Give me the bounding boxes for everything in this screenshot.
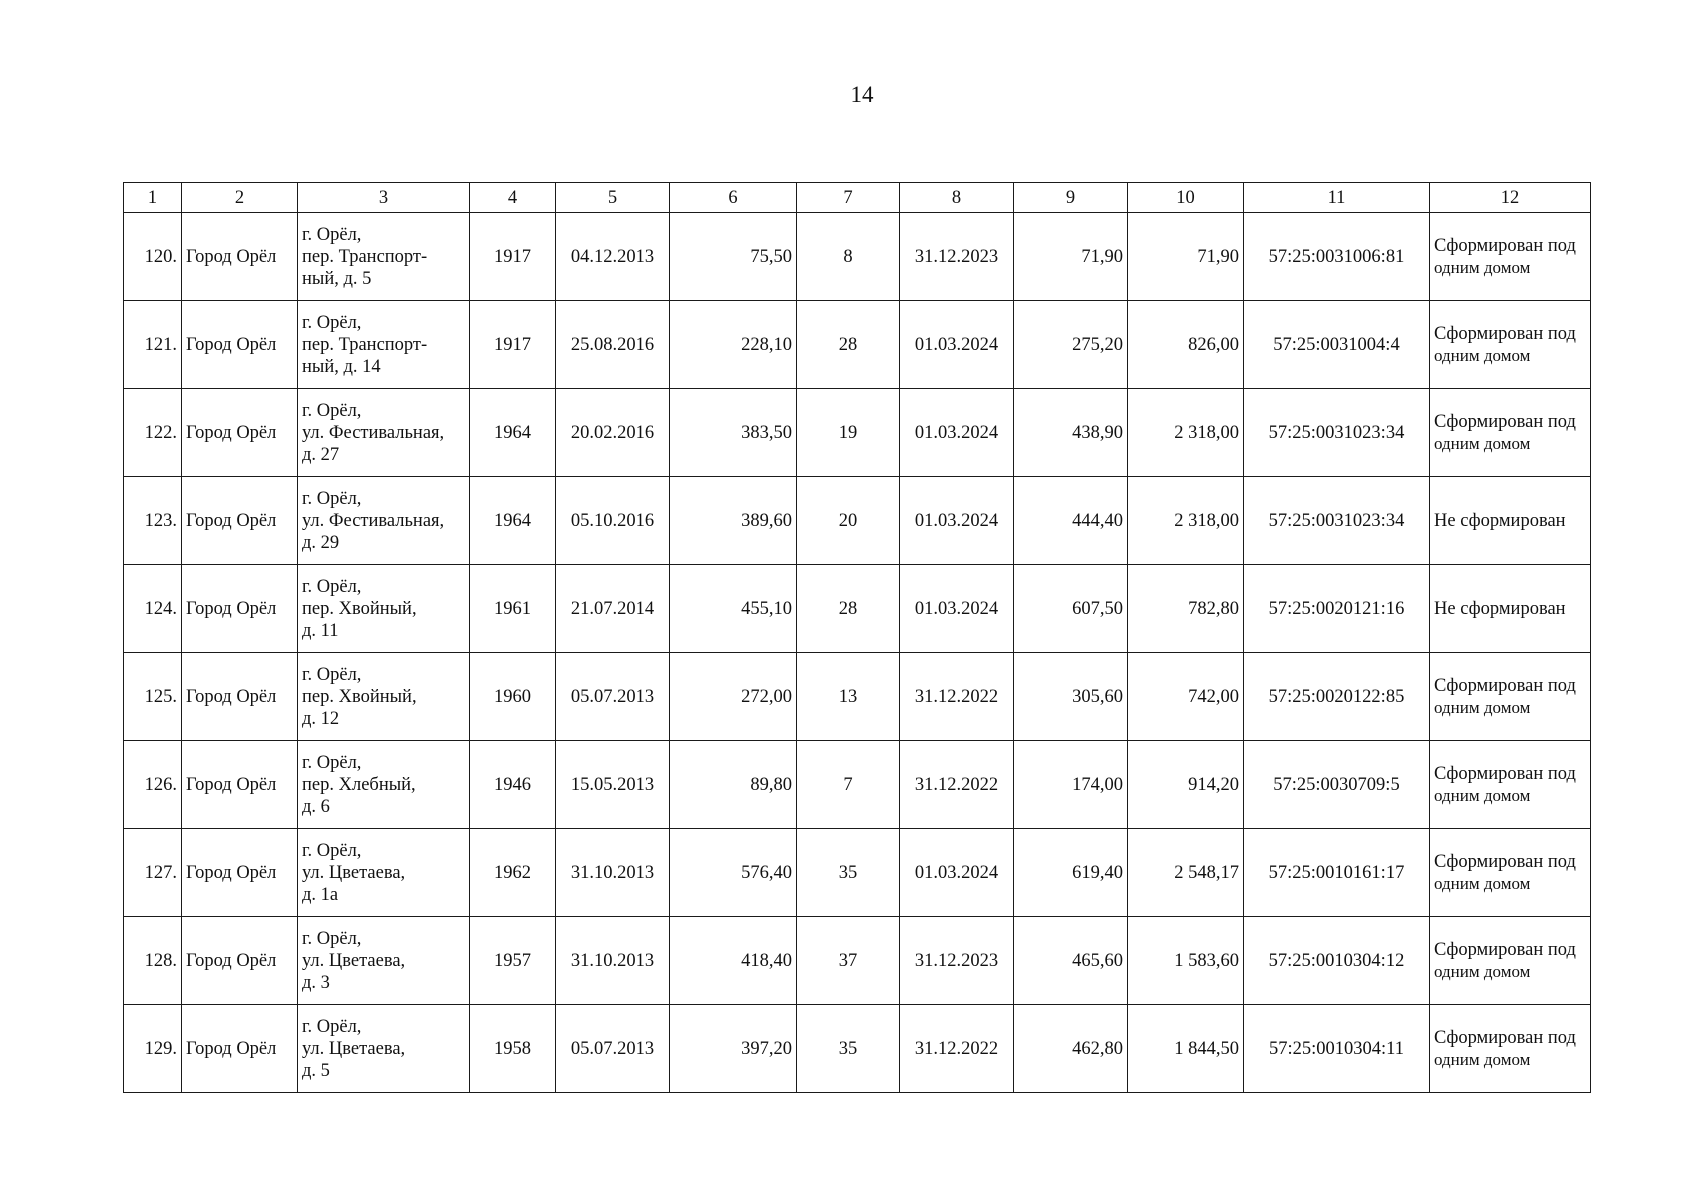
land-status-cell-line: одним домом bbox=[1434, 785, 1531, 805]
year-built-cell: 1917 bbox=[470, 301, 556, 389]
planned-date-cell: 31.12.2023 bbox=[900, 213, 1014, 301]
residents-count-cell: 19 bbox=[797, 389, 900, 477]
land-status-cell-line: одним домом bbox=[1434, 257, 1531, 277]
address-cell-line: ул. Фестивальная, bbox=[302, 510, 445, 531]
total-area-cell: 607,50 bbox=[1014, 565, 1128, 653]
column-header-9: 9 bbox=[1014, 183, 1128, 213]
table-row bbox=[124, 301, 1591, 389]
page-number: 14 bbox=[850, 82, 874, 107]
land-status-cell-line: Не сформирован bbox=[1434, 510, 1566, 531]
table-row bbox=[124, 917, 1591, 1005]
address-cell bbox=[298, 917, 470, 1005]
address-cell-line: д. 3 bbox=[302, 972, 330, 993]
address-cell-line: г. Орёл, bbox=[302, 752, 362, 773]
residential-area-cell: 397,20 bbox=[670, 1005, 797, 1093]
municipality-cell: Город Орёл bbox=[182, 477, 298, 565]
year-built-cell: 1957 bbox=[470, 917, 556, 1005]
date-recognized-cell: 21.07.2014 bbox=[556, 565, 670, 653]
address-cell-line: г. Орёл, bbox=[302, 488, 362, 509]
address-cell-line: д. 1а bbox=[302, 884, 339, 905]
municipality-cell: Город Орёл bbox=[182, 213, 298, 301]
year-built-cell: 1962 bbox=[470, 829, 556, 917]
planned-date-cell: 01.03.2024 bbox=[900, 829, 1014, 917]
row-number: 124. bbox=[124, 565, 182, 653]
row-number: 123. bbox=[124, 477, 182, 565]
land-status-cell-line: Сформирован под bbox=[1434, 851, 1576, 872]
address-cell bbox=[298, 389, 470, 477]
address-cell-line: д. 27 bbox=[302, 444, 340, 465]
planned-date-cell: 01.03.2024 bbox=[900, 301, 1014, 389]
land-status-cell bbox=[1430, 917, 1591, 1005]
column-header-1: 1 bbox=[124, 183, 182, 213]
address-cell bbox=[298, 829, 470, 917]
municipality-cell: Город Орёл bbox=[182, 301, 298, 389]
address-cell-line: г. Орёл, bbox=[302, 664, 362, 685]
row-number: 125. bbox=[124, 653, 182, 741]
land-status-cell bbox=[1430, 301, 1591, 389]
table-row bbox=[124, 565, 1591, 653]
planned-date-cell: 01.03.2024 bbox=[900, 389, 1014, 477]
residential-area-cell: 89,80 bbox=[670, 741, 797, 829]
land-status-cell bbox=[1430, 477, 1591, 565]
total-area-cell: 619,40 bbox=[1014, 829, 1128, 917]
residents-count-cell: 28 bbox=[797, 301, 900, 389]
land-status-cell bbox=[1430, 829, 1591, 917]
total-area-cell: 174,00 bbox=[1014, 741, 1128, 829]
column-header-10: 10 bbox=[1128, 183, 1244, 213]
year-built-cell: 1958 bbox=[470, 1005, 556, 1093]
municipality-cell: Город Орёл bbox=[182, 653, 298, 741]
land-area-cell: 1 844,50 bbox=[1128, 1005, 1244, 1093]
address-cell-line: пер. Транспорт- bbox=[302, 246, 428, 267]
address-cell-line: г. Орёл, bbox=[302, 400, 362, 421]
land-status-cell-line: одним домом bbox=[1434, 873, 1531, 893]
address-cell bbox=[298, 301, 470, 389]
date-recognized-cell: 05.07.2013 bbox=[556, 1005, 670, 1093]
address-cell bbox=[298, 477, 470, 565]
address-cell-line: ул. Цветаева, bbox=[302, 950, 406, 971]
land-status-cell-line: Сформирован под bbox=[1434, 235, 1576, 256]
land-status-cell bbox=[1430, 1005, 1591, 1093]
land-area-cell: 742,00 bbox=[1128, 653, 1244, 741]
land-area-cell: 2 318,00 bbox=[1128, 477, 1244, 565]
address-cell-line: д. 6 bbox=[302, 796, 330, 817]
address-cell bbox=[298, 565, 470, 653]
table-row bbox=[124, 213, 1591, 301]
year-built-cell: 1964 bbox=[470, 389, 556, 477]
column-header-12: 12 bbox=[1430, 183, 1591, 213]
address-cell-line: пер. Хвойный, bbox=[302, 686, 417, 707]
planned-date-cell: 01.03.2024 bbox=[900, 565, 1014, 653]
residential-area-cell: 383,50 bbox=[670, 389, 797, 477]
cadastral-number-cell: 57:25:0010304:11 bbox=[1244, 1005, 1430, 1093]
land-status-cell-line: одним домом bbox=[1434, 345, 1531, 365]
row-number: 129. bbox=[124, 1005, 182, 1093]
address-cell-line: пер. Транспорт- bbox=[302, 334, 428, 355]
cadastral-number-cell: 57:25:0010161:17 bbox=[1244, 829, 1430, 917]
year-built-cell: 1964 bbox=[470, 477, 556, 565]
land-status-cell-line: одним домом bbox=[1434, 961, 1531, 981]
address-cell bbox=[298, 1005, 470, 1093]
row-number: 127. bbox=[124, 829, 182, 917]
address-cell-line: д. 11 bbox=[302, 620, 339, 641]
residential-area-cell: 455,10 bbox=[670, 565, 797, 653]
address-cell-line: д. 5 bbox=[302, 1060, 330, 1081]
residents-count-cell: 13 bbox=[797, 653, 900, 741]
row-number: 128. bbox=[124, 917, 182, 1005]
residents-count-cell: 20 bbox=[797, 477, 900, 565]
column-header-7: 7 bbox=[797, 183, 900, 213]
land-status-cell-line: одним домом bbox=[1434, 1049, 1531, 1069]
land-status-cell-line: одним домом bbox=[1434, 697, 1531, 717]
land-status-cell-line: Сформирован под bbox=[1434, 323, 1576, 344]
land-status-cell-line: Сформирован под bbox=[1434, 411, 1576, 432]
land-status-cell-line: одним домом bbox=[1434, 433, 1531, 453]
address-cell-line: г. Орёл, bbox=[302, 312, 362, 333]
total-area-cell: 71,90 bbox=[1014, 213, 1128, 301]
address-cell-line: пер. Хлебный, bbox=[302, 774, 416, 795]
address-cell-line: пер. Хвойный, bbox=[302, 598, 417, 619]
residents-count-cell: 37 bbox=[797, 917, 900, 1005]
table-row bbox=[124, 741, 1591, 829]
row-number: 121. bbox=[124, 301, 182, 389]
total-area-cell: 465,60 bbox=[1014, 917, 1128, 1005]
housing-register-table bbox=[123, 182, 1591, 1093]
date-recognized-cell: 05.07.2013 bbox=[556, 653, 670, 741]
address-cell-line: д. 29 bbox=[302, 532, 340, 553]
municipality-cell: Город Орёл bbox=[182, 565, 298, 653]
address-cell bbox=[298, 213, 470, 301]
date-recognized-cell: 31.10.2013 bbox=[556, 917, 670, 1005]
header-row bbox=[124, 183, 1591, 213]
land-area-cell: 782,80 bbox=[1128, 565, 1244, 653]
cadastral-number-cell: 57:25:0031006:81 bbox=[1244, 213, 1430, 301]
date-recognized-cell: 31.10.2013 bbox=[556, 829, 670, 917]
date-recognized-cell: 20.02.2016 bbox=[556, 389, 670, 477]
date-recognized-cell: 25.08.2016 bbox=[556, 301, 670, 389]
planned-date-cell: 01.03.2024 bbox=[900, 477, 1014, 565]
column-header-6: 6 bbox=[670, 183, 797, 213]
address-cell-line: ул. Цветаева, bbox=[302, 862, 406, 883]
address-cell-line: д. 12 bbox=[302, 708, 340, 729]
cadastral-number-cell: 57:25:0031023:34 bbox=[1244, 477, 1430, 565]
residential-area-cell: 576,40 bbox=[670, 829, 797, 917]
cadastral-number-cell: 57:25:0030709:5 bbox=[1244, 741, 1430, 829]
address-cell-line: г. Орёл, bbox=[302, 224, 362, 245]
year-built-cell: 1946 bbox=[470, 741, 556, 829]
total-area-cell: 444,40 bbox=[1014, 477, 1128, 565]
address-cell-line: ный, д. 5 bbox=[302, 268, 372, 289]
residential-area-cell: 272,00 bbox=[670, 653, 797, 741]
land-status-cell bbox=[1430, 653, 1591, 741]
column-header-8: 8 bbox=[900, 183, 1014, 213]
residents-count-cell: 7 bbox=[797, 741, 900, 829]
table-row bbox=[124, 1005, 1591, 1093]
municipality-cell: Город Орёл bbox=[182, 741, 298, 829]
land-area-cell: 71,90 bbox=[1128, 213, 1244, 301]
residential-area-cell: 228,10 bbox=[670, 301, 797, 389]
table-row bbox=[124, 477, 1591, 565]
address-cell-line: ул. Цветаева, bbox=[302, 1038, 406, 1059]
residents-count-cell: 35 bbox=[797, 829, 900, 917]
land-area-cell: 2 318,00 bbox=[1128, 389, 1244, 477]
cadastral-number-cell: 57:25:0031023:34 bbox=[1244, 389, 1430, 477]
column-header-5: 5 bbox=[556, 183, 670, 213]
row-number: 120. bbox=[124, 213, 182, 301]
planned-date-cell: 31.12.2022 bbox=[900, 653, 1014, 741]
land-status-cell bbox=[1430, 741, 1591, 829]
year-built-cell: 1961 bbox=[470, 565, 556, 653]
column-header-2: 2 bbox=[182, 183, 298, 213]
land-status-cell-line: Сформирован под bbox=[1434, 939, 1576, 960]
planned-date-cell: 31.12.2022 bbox=[900, 1005, 1014, 1093]
land-area-cell: 2 548,17 bbox=[1128, 829, 1244, 917]
table-row bbox=[124, 829, 1591, 917]
municipality-cell: Город Орёл bbox=[182, 389, 298, 477]
land-status-cell-line: Сформирован под bbox=[1434, 675, 1576, 696]
municipality-cell: Город Орёл bbox=[182, 829, 298, 917]
year-built-cell: 1917 bbox=[470, 213, 556, 301]
residents-count-cell: 28 bbox=[797, 565, 900, 653]
table-row bbox=[124, 653, 1591, 741]
total-area-cell: 438,90 bbox=[1014, 389, 1128, 477]
address-cell-line: г. Орёл, bbox=[302, 576, 362, 597]
municipality-cell: Город Орёл bbox=[182, 1005, 298, 1093]
land-status-cell-line: Не сформирован bbox=[1434, 598, 1566, 619]
cadastral-number-cell: 57:25:0010304:12 bbox=[1244, 917, 1430, 1005]
municipality-cell: Город Орёл bbox=[182, 917, 298, 1005]
cadastral-number-cell: 57:25:0031004:4 bbox=[1244, 301, 1430, 389]
date-recognized-cell: 15.05.2013 bbox=[556, 741, 670, 829]
address-cell bbox=[298, 741, 470, 829]
column-header-4: 4 bbox=[470, 183, 556, 213]
residents-count-cell: 35 bbox=[797, 1005, 900, 1093]
address-cell-line: ул. Фестивальная, bbox=[302, 422, 445, 443]
address-cell bbox=[298, 653, 470, 741]
column-header-11: 11 bbox=[1244, 183, 1430, 213]
land-status-cell-line: Сформирован под bbox=[1434, 763, 1576, 784]
row-number: 126. bbox=[124, 741, 182, 829]
land-area-cell: 914,20 bbox=[1128, 741, 1244, 829]
year-built-cell: 1960 bbox=[470, 653, 556, 741]
cadastral-number-cell: 57:25:0020121:16 bbox=[1244, 565, 1430, 653]
residential-area-cell: 75,50 bbox=[670, 213, 797, 301]
address-cell-line: ный, д. 14 bbox=[302, 356, 381, 377]
table-row bbox=[124, 389, 1591, 477]
total-area-cell: 275,20 bbox=[1014, 301, 1128, 389]
residential-area-cell: 389,60 bbox=[670, 477, 797, 565]
land-status-cell bbox=[1430, 389, 1591, 477]
land-status-cell bbox=[1430, 565, 1591, 653]
table-body bbox=[124, 213, 1591, 1093]
date-recognized-cell: 04.12.2013 bbox=[556, 213, 670, 301]
cadastral-number-cell: 57:25:0020122:85 bbox=[1244, 653, 1430, 741]
address-cell-line: г. Орёл, bbox=[302, 840, 362, 861]
land-area-cell: 826,00 bbox=[1128, 301, 1244, 389]
address-cell-line: г. Орёл, bbox=[302, 928, 362, 949]
land-status-cell bbox=[1430, 213, 1591, 301]
planned-date-cell: 31.12.2023 bbox=[900, 917, 1014, 1005]
total-area-cell: 462,80 bbox=[1014, 1005, 1128, 1093]
land-status-cell-line: Сформирован под bbox=[1434, 1027, 1576, 1048]
row-number: 122. bbox=[124, 389, 182, 477]
total-area-cell: 305,60 bbox=[1014, 653, 1128, 741]
residents-count-cell: 8 bbox=[797, 213, 900, 301]
address-cell-line: г. Орёл, bbox=[302, 1016, 362, 1037]
residential-area-cell: 418,40 bbox=[670, 917, 797, 1005]
land-area-cell: 1 583,60 bbox=[1128, 917, 1244, 1005]
planned-date-cell: 31.12.2022 bbox=[900, 741, 1014, 829]
column-header-3: 3 bbox=[298, 183, 470, 213]
date-recognized-cell: 05.10.2016 bbox=[556, 477, 670, 565]
